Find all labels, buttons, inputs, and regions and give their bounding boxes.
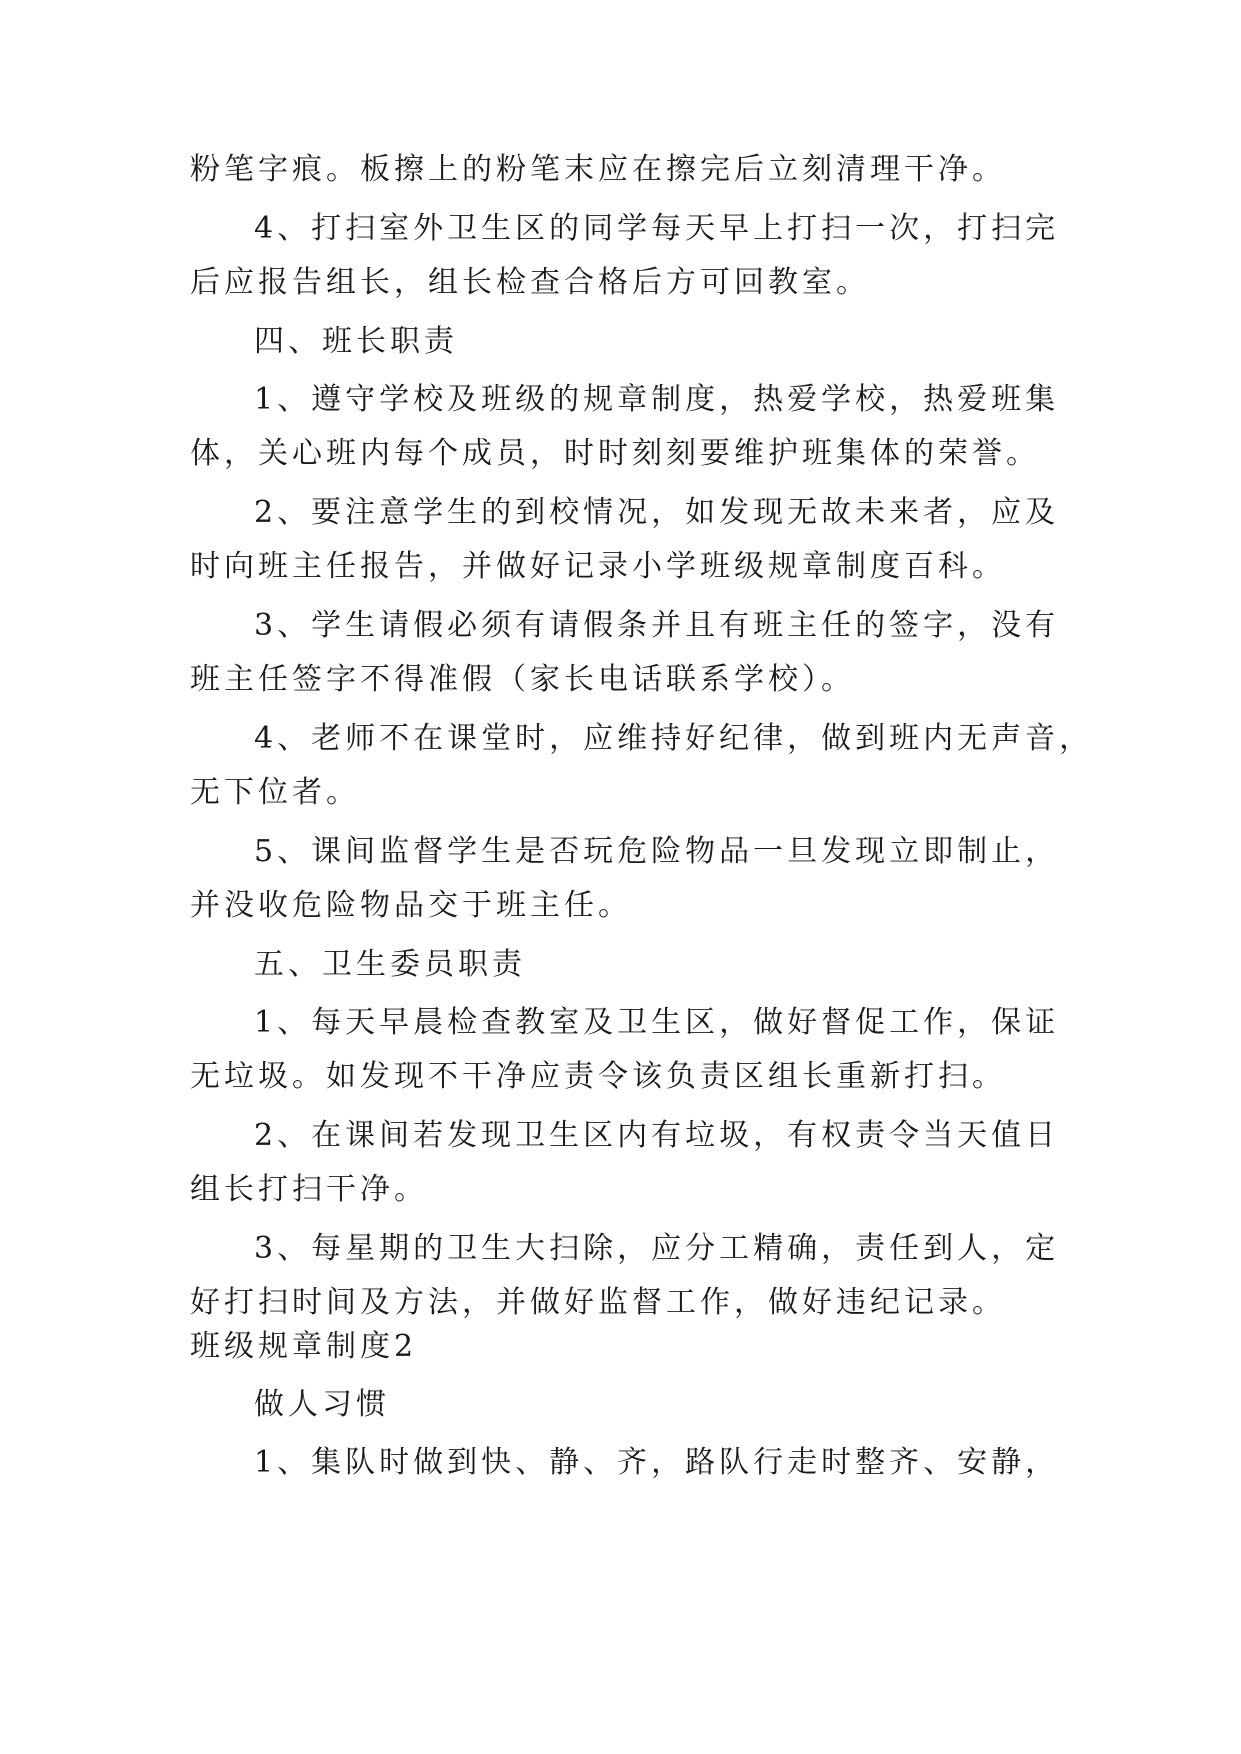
section-heading-habits: 做人习惯: [254, 1387, 390, 1422]
text-line-7: 2、要注意学生的到校情况，如发现无故未来者，应及: [254, 495, 1060, 530]
document-subtitle: 班级规章制度2: [190, 1329, 418, 1364]
text-line-24: 1、集队时做到快、静、齐，路队行走时整齐、安静，: [254, 1445, 1060, 1480]
text-line-6: 体，关心班内每个成员，时时刻刻要维护班集体的荣誉。: [190, 436, 1040, 471]
text-line-17: 无垃圾。如发现不干净应责令该负责区组长重新打扫。: [190, 1059, 1006, 1094]
text-line-11: 4、老师不在课堂时，应维持好纪律，做到班内无声音，: [254, 721, 1094, 756]
text-line-12: 无下位者。: [190, 775, 360, 810]
text-line-2: 4、打扫室外卫生区的同学每天早上打扫一次，打扫完: [254, 211, 1060, 246]
document-body: [190, 152, 1094, 1480]
section-heading-monitor: 四、班长职责: [254, 324, 458, 359]
text-line-8: 时向班主任报告，并做好记录小学班级规章制度百科。: [190, 549, 1006, 584]
text-line-10: 班主任签字不得准假（家长电话联系学校）。: [190, 662, 855, 697]
text-line-9: 3、学生请假必须有请假条并且有班主任的签字，没有: [254, 608, 1060, 643]
section-heading-hygiene: 五、卫生委员职责: [254, 947, 526, 982]
text-line-16: 1、每天早晨检查教室及卫生区，做好督促工作，保证: [254, 1005, 1060, 1040]
text-line-3: 后应报告组长，组长检查合格后方可回教室。: [190, 265, 870, 300]
text-line-19: 组长打扫干净。: [190, 1172, 428, 1207]
text-line-5: 1、遵守学校及班级的规章制度，热爱学校，热爱班集: [254, 382, 1060, 417]
text-line-13: 5、课间监督学生是否玩危险物品一旦发现立即制止，: [254, 834, 1060, 869]
text-line-14: 并没收危险物品交于班主任。: [190, 888, 632, 923]
text-line-21: 好打扫时间及方法，并做好监督工作，做好违纪记录。: [190, 1285, 1006, 1320]
text-line-20: 3、每星期的卫生大扫除，应分工精确，责任到人，定: [254, 1231, 1060, 1266]
text-line-1: 粉笔字痕。板擦上的粉笔末应在擦完后立刻清理干净。: [190, 152, 1006, 187]
text-line-18: 2、在课间若发现卫生区内有垃圾，有权责令当天值日: [254, 1118, 1060, 1153]
